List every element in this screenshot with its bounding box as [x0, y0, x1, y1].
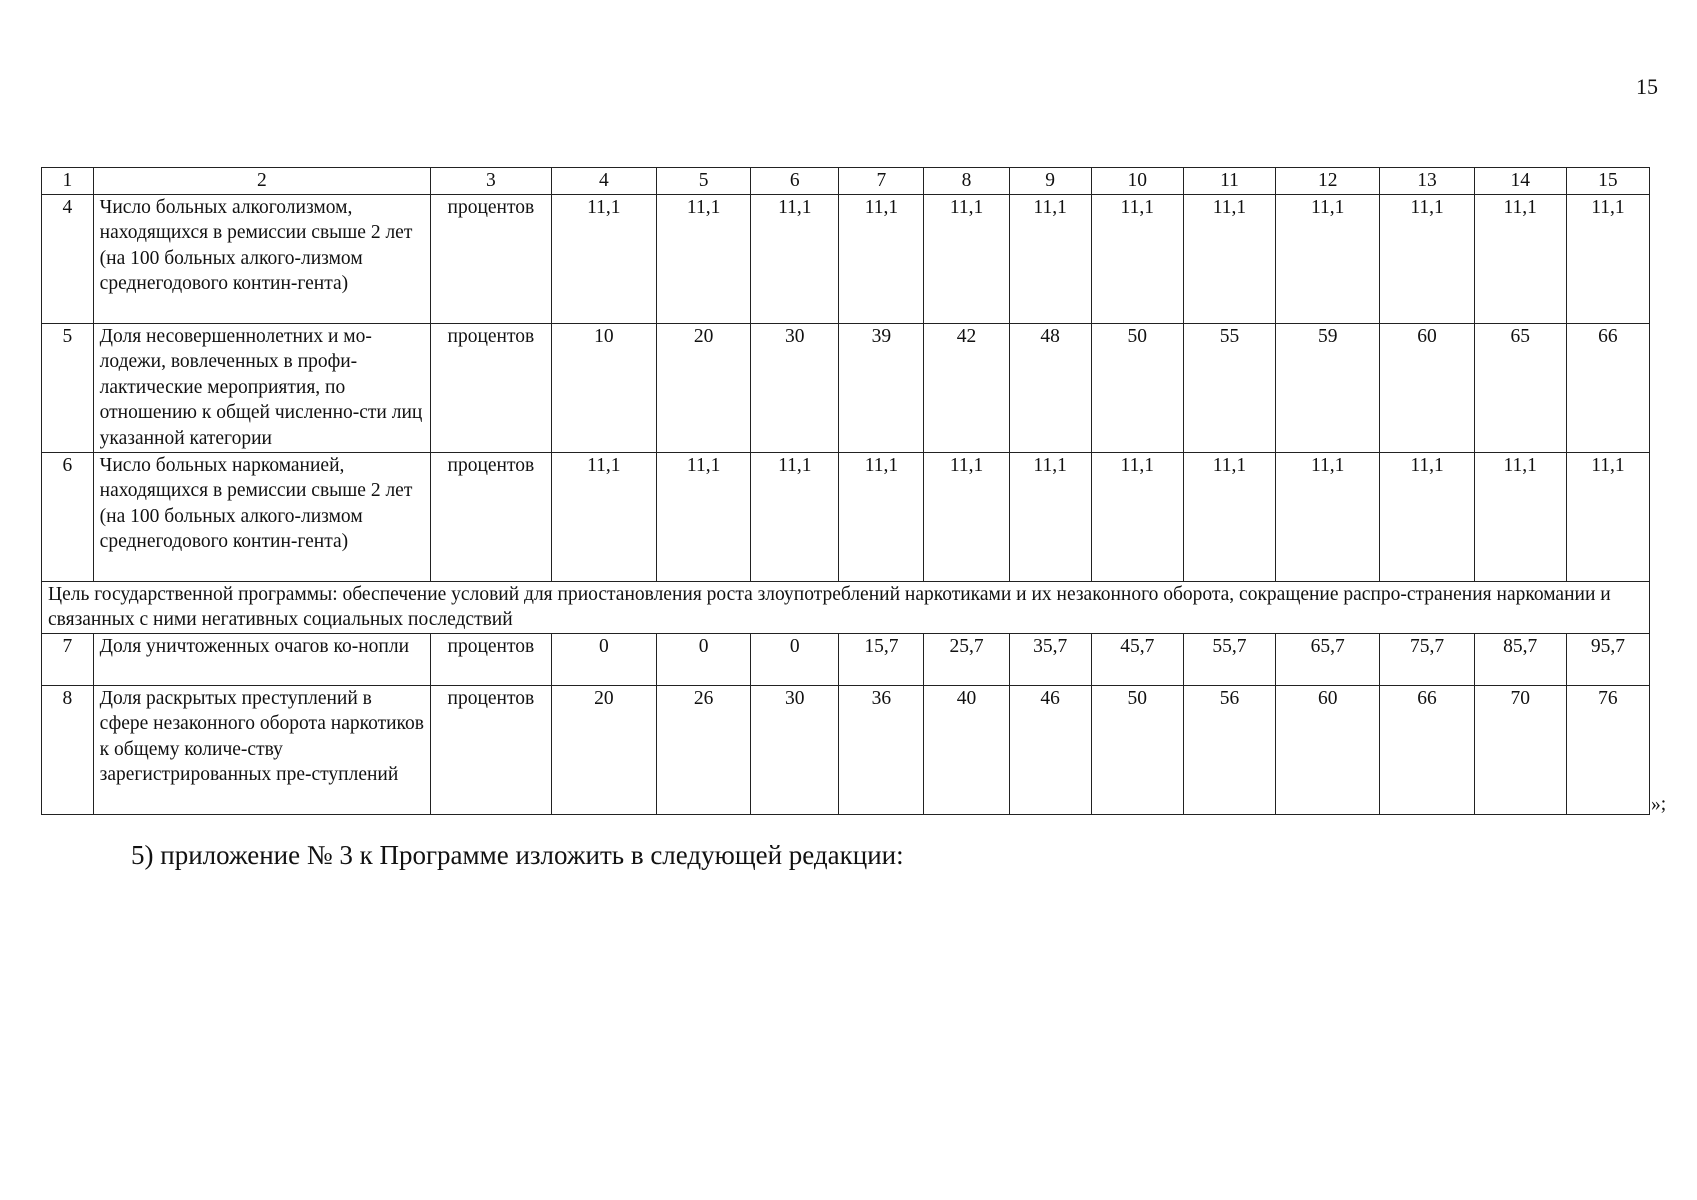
indicator-name: Доля уничтоженных очагов ко-нопли: [93, 633, 430, 685]
table-row: [42, 685, 1650, 814]
value-cell: 10: [551, 323, 656, 452]
value-cell: 40: [924, 685, 1009, 814]
unit-cell: процентов: [431, 194, 552, 323]
value-cell: 60: [1380, 323, 1474, 452]
value-cell: 11,1: [751, 452, 839, 581]
value-cell: 66: [1566, 323, 1649, 452]
value-cell: 0: [551, 633, 656, 685]
indicator-name: Число больных алкоголизмом, находящихся в ремиссии свыше 2 лет (на 100 больных алкого-лизмом среднегодового контин-гента): [93, 194, 430, 323]
row-number: 7: [42, 633, 94, 685]
header-cell: 11: [1183, 168, 1275, 195]
value-cell: 11,1: [1474, 452, 1566, 581]
value-cell: 11,1: [1566, 452, 1649, 581]
value-cell: 11,1: [1009, 194, 1091, 323]
value-cell: 11,1: [551, 194, 656, 323]
header-cell: 8: [924, 168, 1009, 195]
value-cell: 11,1: [1276, 452, 1380, 581]
value-cell: 95,7: [1566, 633, 1649, 685]
header-cell: 10: [1091, 168, 1183, 195]
header-cell: 15: [1566, 168, 1649, 195]
goal-row: [42, 581, 1650, 633]
value-cell: 65,7: [1276, 633, 1380, 685]
row-number: 6: [42, 452, 94, 581]
table-row: [42, 194, 1650, 323]
header-cell: 5: [657, 168, 751, 195]
row-number: 5: [42, 323, 94, 452]
value-cell: 50: [1091, 323, 1183, 452]
value-cell: 39: [839, 323, 924, 452]
value-cell: 85,7: [1474, 633, 1566, 685]
unit-cell: процентов: [431, 323, 552, 452]
value-cell: 20: [657, 323, 751, 452]
value-cell: 55,7: [1183, 633, 1275, 685]
value-cell: 11,1: [1183, 452, 1275, 581]
table-row: [42, 452, 1650, 581]
page-number: 15: [1636, 74, 1658, 99]
value-cell: 75,7: [1380, 633, 1474, 685]
value-cell: 11,1: [1474, 194, 1566, 323]
value-cell: 20: [551, 685, 656, 814]
value-cell: 76: [1566, 685, 1649, 814]
indicator-name: Доля несовершеннолетних и мо-лодежи, вовлеченных в профи-лактические мероприятия, по отношению к общей численно-сти лиц указанной категории: [93, 323, 430, 452]
header-cell: 13: [1380, 168, 1474, 195]
value-cell: 30: [751, 323, 839, 452]
header-cell: 2: [93, 168, 430, 195]
closing-quote: »;: [1651, 794, 1667, 815]
unit-cell: процентов: [431, 633, 552, 685]
unit-cell: процентов: [431, 685, 552, 814]
value-cell: 70: [1474, 685, 1566, 814]
value-cell: 11,1: [1380, 452, 1474, 581]
header-cell: 7: [839, 168, 924, 195]
indicator-name: Доля раскрытых преступлений в сфере незаконного оборота наркотиков к общему количе-ству зарегистрированных пре-ступлений: [93, 685, 430, 814]
value-cell: 11,1: [551, 452, 656, 581]
value-cell: 11,1: [1380, 194, 1474, 323]
table-row: [42, 633, 1650, 685]
value-cell: 50: [1091, 685, 1183, 814]
value-cell: 11,1: [1091, 194, 1183, 323]
value-cell: 11,1: [751, 194, 839, 323]
value-cell: 45,7: [1091, 633, 1183, 685]
header-cell: 9: [1009, 168, 1091, 195]
header-cell: 14: [1474, 168, 1566, 195]
header-cell: 3: [431, 168, 552, 195]
header-cell: 4: [551, 168, 656, 195]
value-cell: 11,1: [657, 194, 751, 323]
value-cell: 15,7: [839, 633, 924, 685]
value-cell: 42: [924, 323, 1009, 452]
value-cell: 11,1: [839, 194, 924, 323]
value-cell: 11,1: [1566, 194, 1649, 323]
instruction-text: 5) приложение № 3 к Программе изложить в следующей редакции:: [131, 840, 904, 870]
value-cell: 55: [1183, 323, 1275, 452]
value-cell: 30: [751, 685, 839, 814]
row-number: 4: [42, 194, 94, 323]
value-cell: 11,1: [1009, 452, 1091, 581]
value-cell: 59: [1276, 323, 1380, 452]
value-cell: 11,1: [1276, 194, 1380, 323]
value-cell: 46: [1009, 685, 1091, 814]
header-cell: 1: [42, 168, 94, 195]
header-cell: 12: [1276, 168, 1380, 195]
indicator-name: Число больных наркоманией, находящихся в ремиссии свыше 2 лет (на 100 больных алкого-лизмом среднегодового контин-гента): [93, 452, 430, 581]
value-cell: 11,1: [924, 452, 1009, 581]
unit-cell: процентов: [431, 452, 552, 581]
indicators-table: [41, 167, 1650, 815]
value-cell: 11,1: [1183, 194, 1275, 323]
value-cell: 11,1: [924, 194, 1009, 323]
value-cell: 0: [657, 633, 751, 685]
value-cell: 65: [1474, 323, 1566, 452]
value-cell: 48: [1009, 323, 1091, 452]
value-cell: 0: [751, 633, 839, 685]
value-cell: 35,7: [1009, 633, 1091, 685]
header-cell: 6: [751, 168, 839, 195]
value-cell: 11,1: [839, 452, 924, 581]
value-cell: 25,7: [924, 633, 1009, 685]
goal-text: Цель государственной программы: обеспечение условий для приостановления роста злоупотреблений наркотиками и их незаконного оборота, сокращение распро-странения наркомании и связанных с ними негативных социальных последствий: [42, 581, 1650, 633]
value-cell: 11,1: [1091, 452, 1183, 581]
value-cell: 26: [657, 685, 751, 814]
table-row: [42, 323, 1650, 452]
table-header-row: [42, 168, 1650, 195]
value-cell: 36: [839, 685, 924, 814]
value-cell: 60: [1276, 685, 1380, 814]
value-cell: 56: [1183, 685, 1275, 814]
value-cell: 11,1: [657, 452, 751, 581]
row-number: 8: [42, 685, 94, 814]
value-cell: 66: [1380, 685, 1474, 814]
